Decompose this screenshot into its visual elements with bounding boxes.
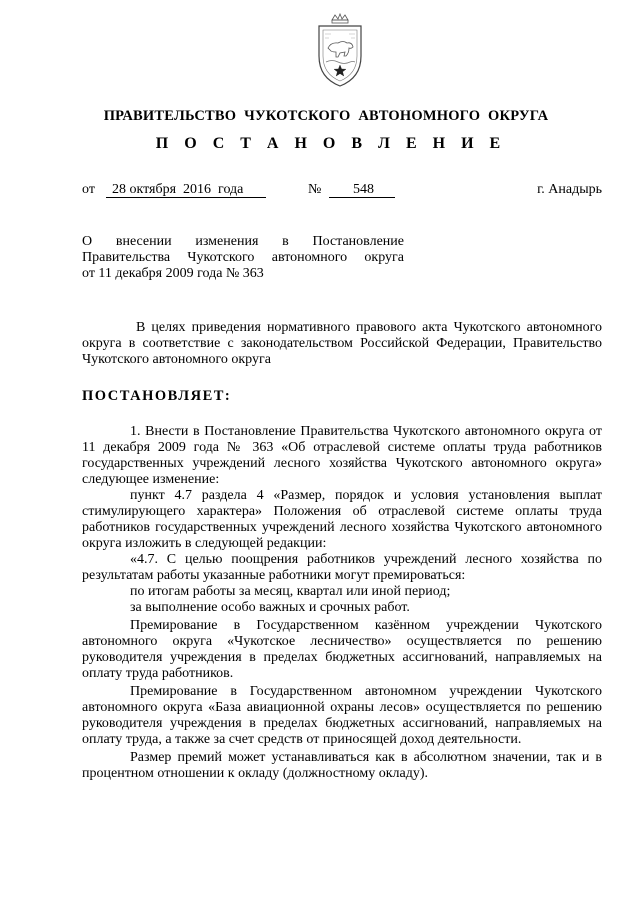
document-date: 28 октября 2016 года <box>112 182 244 197</box>
date-number-line <box>82 182 602 200</box>
body-paragraph: за выполнение особо важных и срочных работ. <box>130 600 410 615</box>
coat-of-arms-emblem-icon <box>305 12 375 92</box>
preamble <box>82 320 602 368</box>
date-from-label: от <box>82 182 95 197</box>
city: г. Анадырь <box>537 182 602 197</box>
body-paragraph: Премирование в Государственном казённом учреждении Чукотского автономного округа «Чукотское лесничество» осуществляется по решению руководителя учреждения в пределах бюджетных ассигнований, направляемых на оплату труда работников. <box>82 618 602 681</box>
document-subject <box>82 234 404 282</box>
body-paragraph: по итогам работы за месяц, квартал или иной период; <box>130 584 451 599</box>
body-paragraph: Премирование в Государственном автономном учреждении Чукотского автономного округа «База авиационной охраны лесов» осуществляется по решению руководителя учреждения в пределах бюджетных ассигнований, направляемых на оплату труда, а также за счет средств от приносящей доход деятельности. <box>82 684 602 747</box>
subject-line-3: от 11 декабря 2009 года № 363 <box>82 266 264 281</box>
subject-line-2: Правительства Чукотского автономного округа <box>82 250 404 265</box>
document-body <box>82 424 602 782</box>
preamble-text: В целях приведения нормативного правового акта Чукотского автономного округа в соответствие с законодательством Российской Федерации, Правительство Чукотского автономного округа <box>82 320 602 367</box>
body-paragraph: пункт 4.7 раздела 4 «Размер, порядок и условия установления выплат стимулирующего характера» Положения об отраслевой системе оплаты труда работников государственных учреждений лесного хозяйства Чукотского автономного округа изложить в следующей редакции: <box>82 488 602 551</box>
organization-title: ПРАВИТЕЛЬСТВО ЧУКОТСКОГО АВТОНОМНОГО ОКРУГА <box>103 108 549 124</box>
document-type-title: П О С Т А Н О В Л Е Н И Е <box>155 135 507 152</box>
number-label: № <box>308 182 322 197</box>
document-number: 548 <box>353 182 374 197</box>
body-paragraph: 1. Внести в Постановление Правительства Чукотского автономного округа от 11 декабря 2009 года № 363 «Об отраслевой системе оплаты труда работников государственных учреждений лесного хозяйства Чукотского автономного округа» следующее изменение: <box>82 424 602 487</box>
body-paragraph: «4.7. С целью поощрения работников учреждений лесного хозяйства по результатам работы указанные работники могут премироваться: <box>82 552 602 583</box>
date-underline <box>106 182 266 198</box>
number-underline <box>329 182 395 198</box>
body-paragraph: Размер премий может устанавливаться как в абсолютном значении, так и в процентном отношении к окладу (должностному окладу). <box>82 750 602 781</box>
subject-line-1: О внесении изменения в Постановление <box>82 234 404 249</box>
resolve-heading: ПОСТАНОВЛЯЕТ: <box>82 388 232 404</box>
